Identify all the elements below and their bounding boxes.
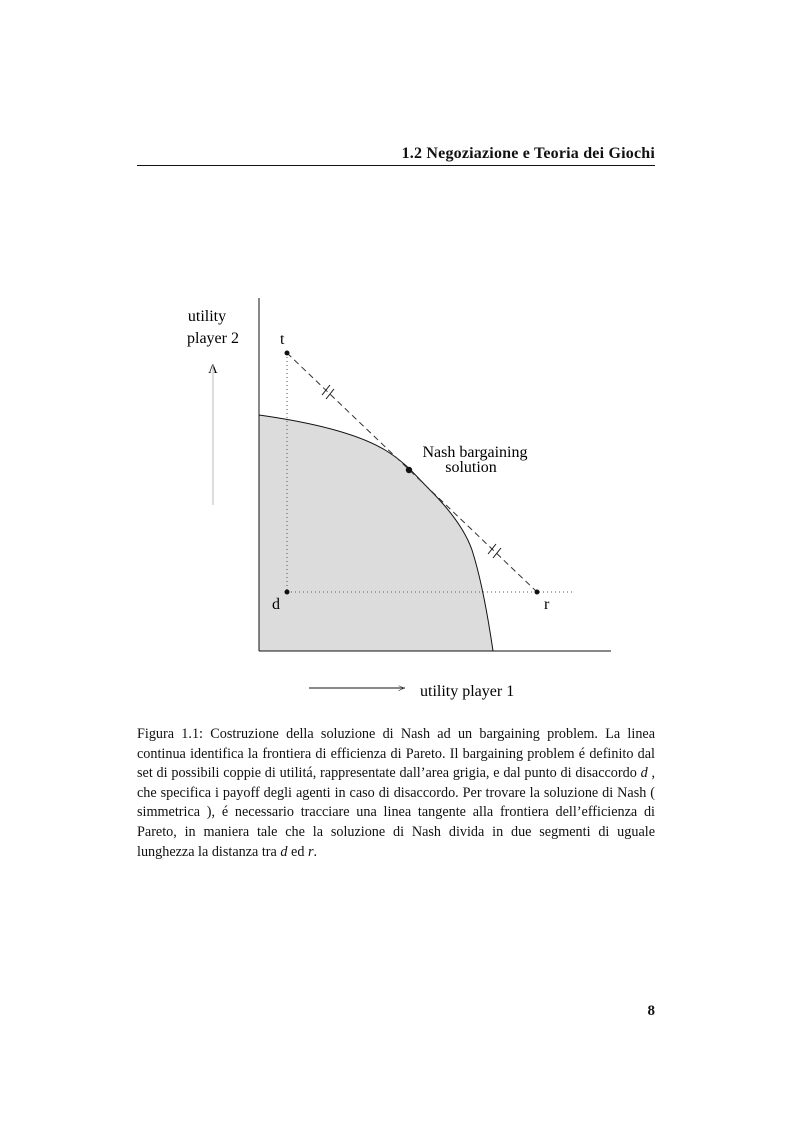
caption-text-part2: , che specifica i payoff degli agenti in caso di disaccordo. Per trovare la soluzione di Nash ( simmetrica ), é necessario tracciare una linea tangente alla frontiera dell’efficienza di Pareto, in maniera tale che la soluzione di Nash divida in due segmenti di uguale lunghezza la distanza tra: [137, 765, 655, 860]
caption-text-part3: ed: [287, 843, 308, 860]
point-t-label: t: [280, 331, 285, 348]
point-r-label: r: [544, 596, 550, 613]
y-direction-arrowhead-icon: Λ: [208, 361, 218, 376]
x-axis-label: utility player 1: [420, 683, 515, 700]
page-number: 8: [647, 1003, 655, 1019]
nash-solution-marker: [406, 467, 412, 473]
point-t-marker: [285, 351, 290, 356]
y-axis-label-line2: player 2: [187, 330, 239, 347]
caption-text-part1: Costruzione della soluzione di Nash ad un bargaining problem. La linea continua identifica la frontiera di efficienza di Pareto. Il bargaining problem é definito dal set di possibili coppie di utilitá, rappresentate dall’area grigia, e dal punto di disaccordo: [137, 726, 656, 782]
y-axis-label-line1: utility: [187, 308, 227, 325]
point-r-marker: [535, 590, 540, 595]
point-d-label: d: [272, 596, 280, 613]
caption-var-d-second: d: [280, 843, 288, 860]
point-d-marker: [285, 590, 290, 595]
nash-label-line2: solution: [445, 459, 497, 476]
caption-var-r: r: [307, 843, 314, 860]
nash-label-line1: Nash bargaining: [422, 444, 528, 461]
caption-label: Figura 1.1:: [137, 726, 203, 742]
header-title: 1.2 Negoziazione e Teoria dei Giochi: [401, 145, 655, 162]
caption-var-d: d: [640, 765, 648, 782]
x-direction-arrowhead-icon: >: [398, 681, 405, 695]
caption-text-part4: .: [313, 843, 318, 860]
figure-caption: [137, 725, 655, 862]
